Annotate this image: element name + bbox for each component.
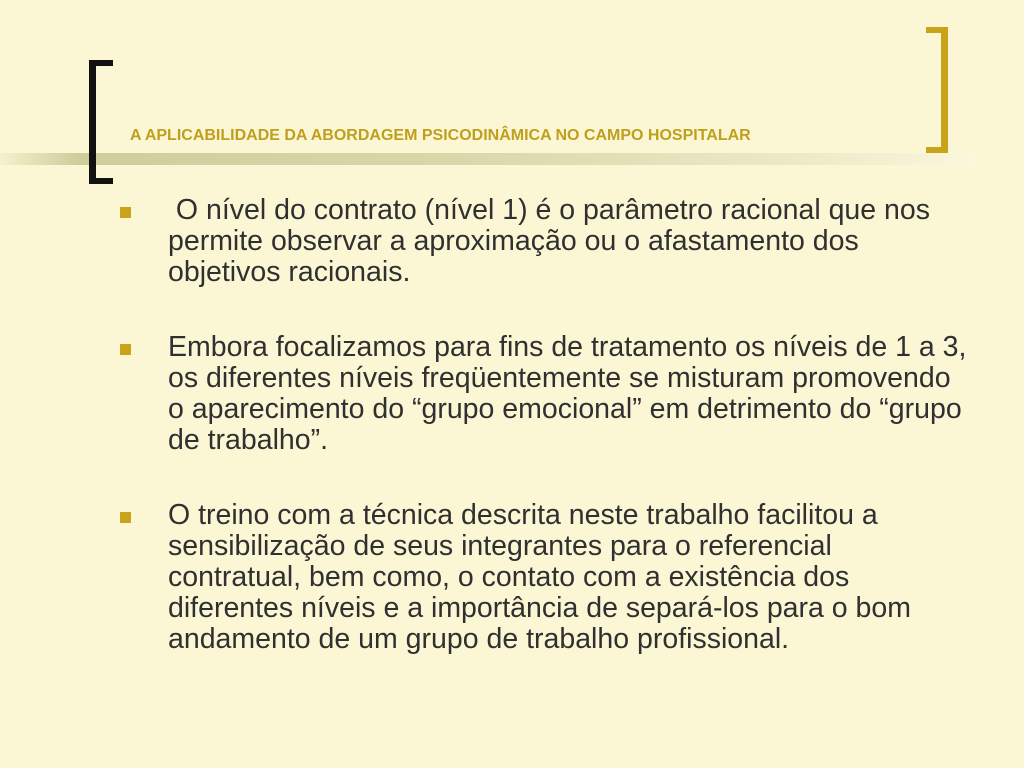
left-bracket-decoration: [89, 60, 113, 184]
slide-title: A APLICABILIDADE DA ABORDAGEM PSICODINÂMICA NO CAMPO HOSPITALAR: [130, 127, 751, 144]
bullet-text: O treino com a técnica descrita neste trabalho facilitou a sensibilização de seus integrantes para o referencial contratual, bem como, o contato com a existência dos diferentes níveis e a importância de separá-los para o bom andamento de um grupo de trabalho profissional.: [168, 499, 911, 655]
bullet-item-3: [112, 500, 972, 655]
square-bullet-icon: [120, 512, 131, 523]
bullet-text: O nível do contrato (nível 1) é o parâmetro racional que nos permite observar a aproximação ou o afastamento dos objetivos racionais.: [168, 194, 938, 288]
title-underline-rule: [0, 153, 975, 165]
bullet-text: Embora focalizamos para fins de tratamento os níveis de 1 a 3, os diferentes níveis freqüentemente se misturam promovendo o aparecimento do “grupo emocional” em detrimento do “grupo de trabalho”.: [168, 331, 967, 456]
bullet-item-2: [112, 332, 972, 456]
bullet-item-1: [112, 195, 972, 288]
right-bracket-decoration: [926, 27, 948, 153]
bullet-list: [112, 195, 972, 655]
square-bullet-icon: [120, 207, 131, 218]
square-bullet-icon: [120, 344, 131, 355]
